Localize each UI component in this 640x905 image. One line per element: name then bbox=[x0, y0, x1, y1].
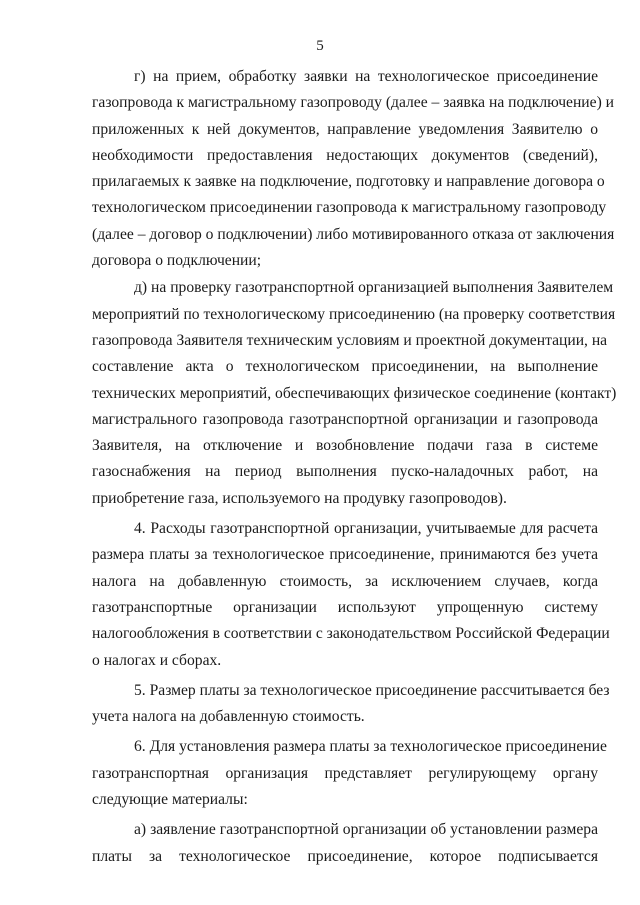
text-line: а) заявление газотранспортной организации об установлении размера bbox=[134, 821, 598, 839]
page-number: 5 bbox=[316, 38, 324, 54]
document-body bbox=[92, 64, 617, 871]
paragraph-5 bbox=[92, 678, 610, 731]
text-line: мероприятий по технологическому присоединению (на проверку соответствия bbox=[92, 305, 616, 323]
text-line: налогообложения в соответствии с законодательством Российской Федерации bbox=[92, 625, 610, 643]
text-line: газопровода Заявителя техническим условиям и проектной документации, на bbox=[92, 331, 608, 349]
text-line: договора о подключении; bbox=[92, 252, 262, 270]
text-line: магистрального газопровода газотранспортной организации и газопровода bbox=[92, 410, 598, 428]
text-line: газотранспортная организация представляет регулирующему органу bbox=[92, 764, 598, 782]
text-line: 5. Размер платы за технологическое присоединение рассчитывается без bbox=[134, 681, 610, 699]
text-line: 6. Для установления размера платы за технологическое присоединение bbox=[134, 738, 607, 756]
text-line: приложенных к ней документов, направление уведомления Заявителю о bbox=[92, 120, 598, 138]
text-line: приобретение газа, используемого на продувку газопроводов). bbox=[92, 489, 507, 507]
text-line: технологическом присоединении газопровода к магистральному газопроводу bbox=[92, 199, 607, 217]
paragraph-a bbox=[92, 817, 598, 870]
paragraph-d bbox=[92, 275, 617, 512]
text-line: газопровода к магистральному газопроводу (далее – заявка на подключение) и bbox=[92, 94, 615, 112]
text-line: Заявителя, на отключение и возобновление подачи газа в системе bbox=[92, 437, 598, 455]
text-line: платы за технологическое присоединение, которое подписывается bbox=[92, 847, 598, 865]
text-line: прилагаемых к заявке на подключение, подготовку и направление договора о bbox=[92, 173, 605, 191]
text-line: размера платы за технологическое присоединение, принимаются без учета bbox=[92, 546, 598, 564]
text-line: технических мероприятий, обеспечивающих физическое соединение (контакт) bbox=[92, 384, 617, 402]
text-line: учета налога на добавленную стоимость. bbox=[92, 708, 365, 726]
text-line: газоснабжения на период выполнения пуско-наладочных работ, на bbox=[92, 463, 598, 481]
paragraph-g bbox=[92, 64, 615, 274]
text-line: 4. Расходы газотранспортной организации, учитываемые для расчета bbox=[134, 520, 598, 538]
text-line: налога на добавленную стоимость, за исключением случаев, когда bbox=[92, 572, 598, 590]
paragraph-6 bbox=[92, 734, 607, 813]
text-line: составление акта о технологическом присоединении, на выполнение bbox=[92, 358, 598, 376]
text-line: газотранспортные организации используют упрощенную систему bbox=[92, 598, 598, 616]
text-line: необходимости предоставления недостающих документов (сведений), bbox=[92, 146, 598, 164]
text-line: д) на проверку газотранспортной организацией выполнения Заявителем bbox=[134, 279, 614, 297]
text-line: о налогах и сборах. bbox=[92, 651, 222, 669]
paragraph-4 bbox=[92, 516, 610, 674]
text-line: следующие материалы: bbox=[92, 791, 248, 809]
text-line: г) на прием, обработку заявки на технологическое присоединение bbox=[134, 68, 598, 85]
text-line: (далее – договор о подключении) либо мотивированного отказа от заключения bbox=[92, 225, 615, 243]
